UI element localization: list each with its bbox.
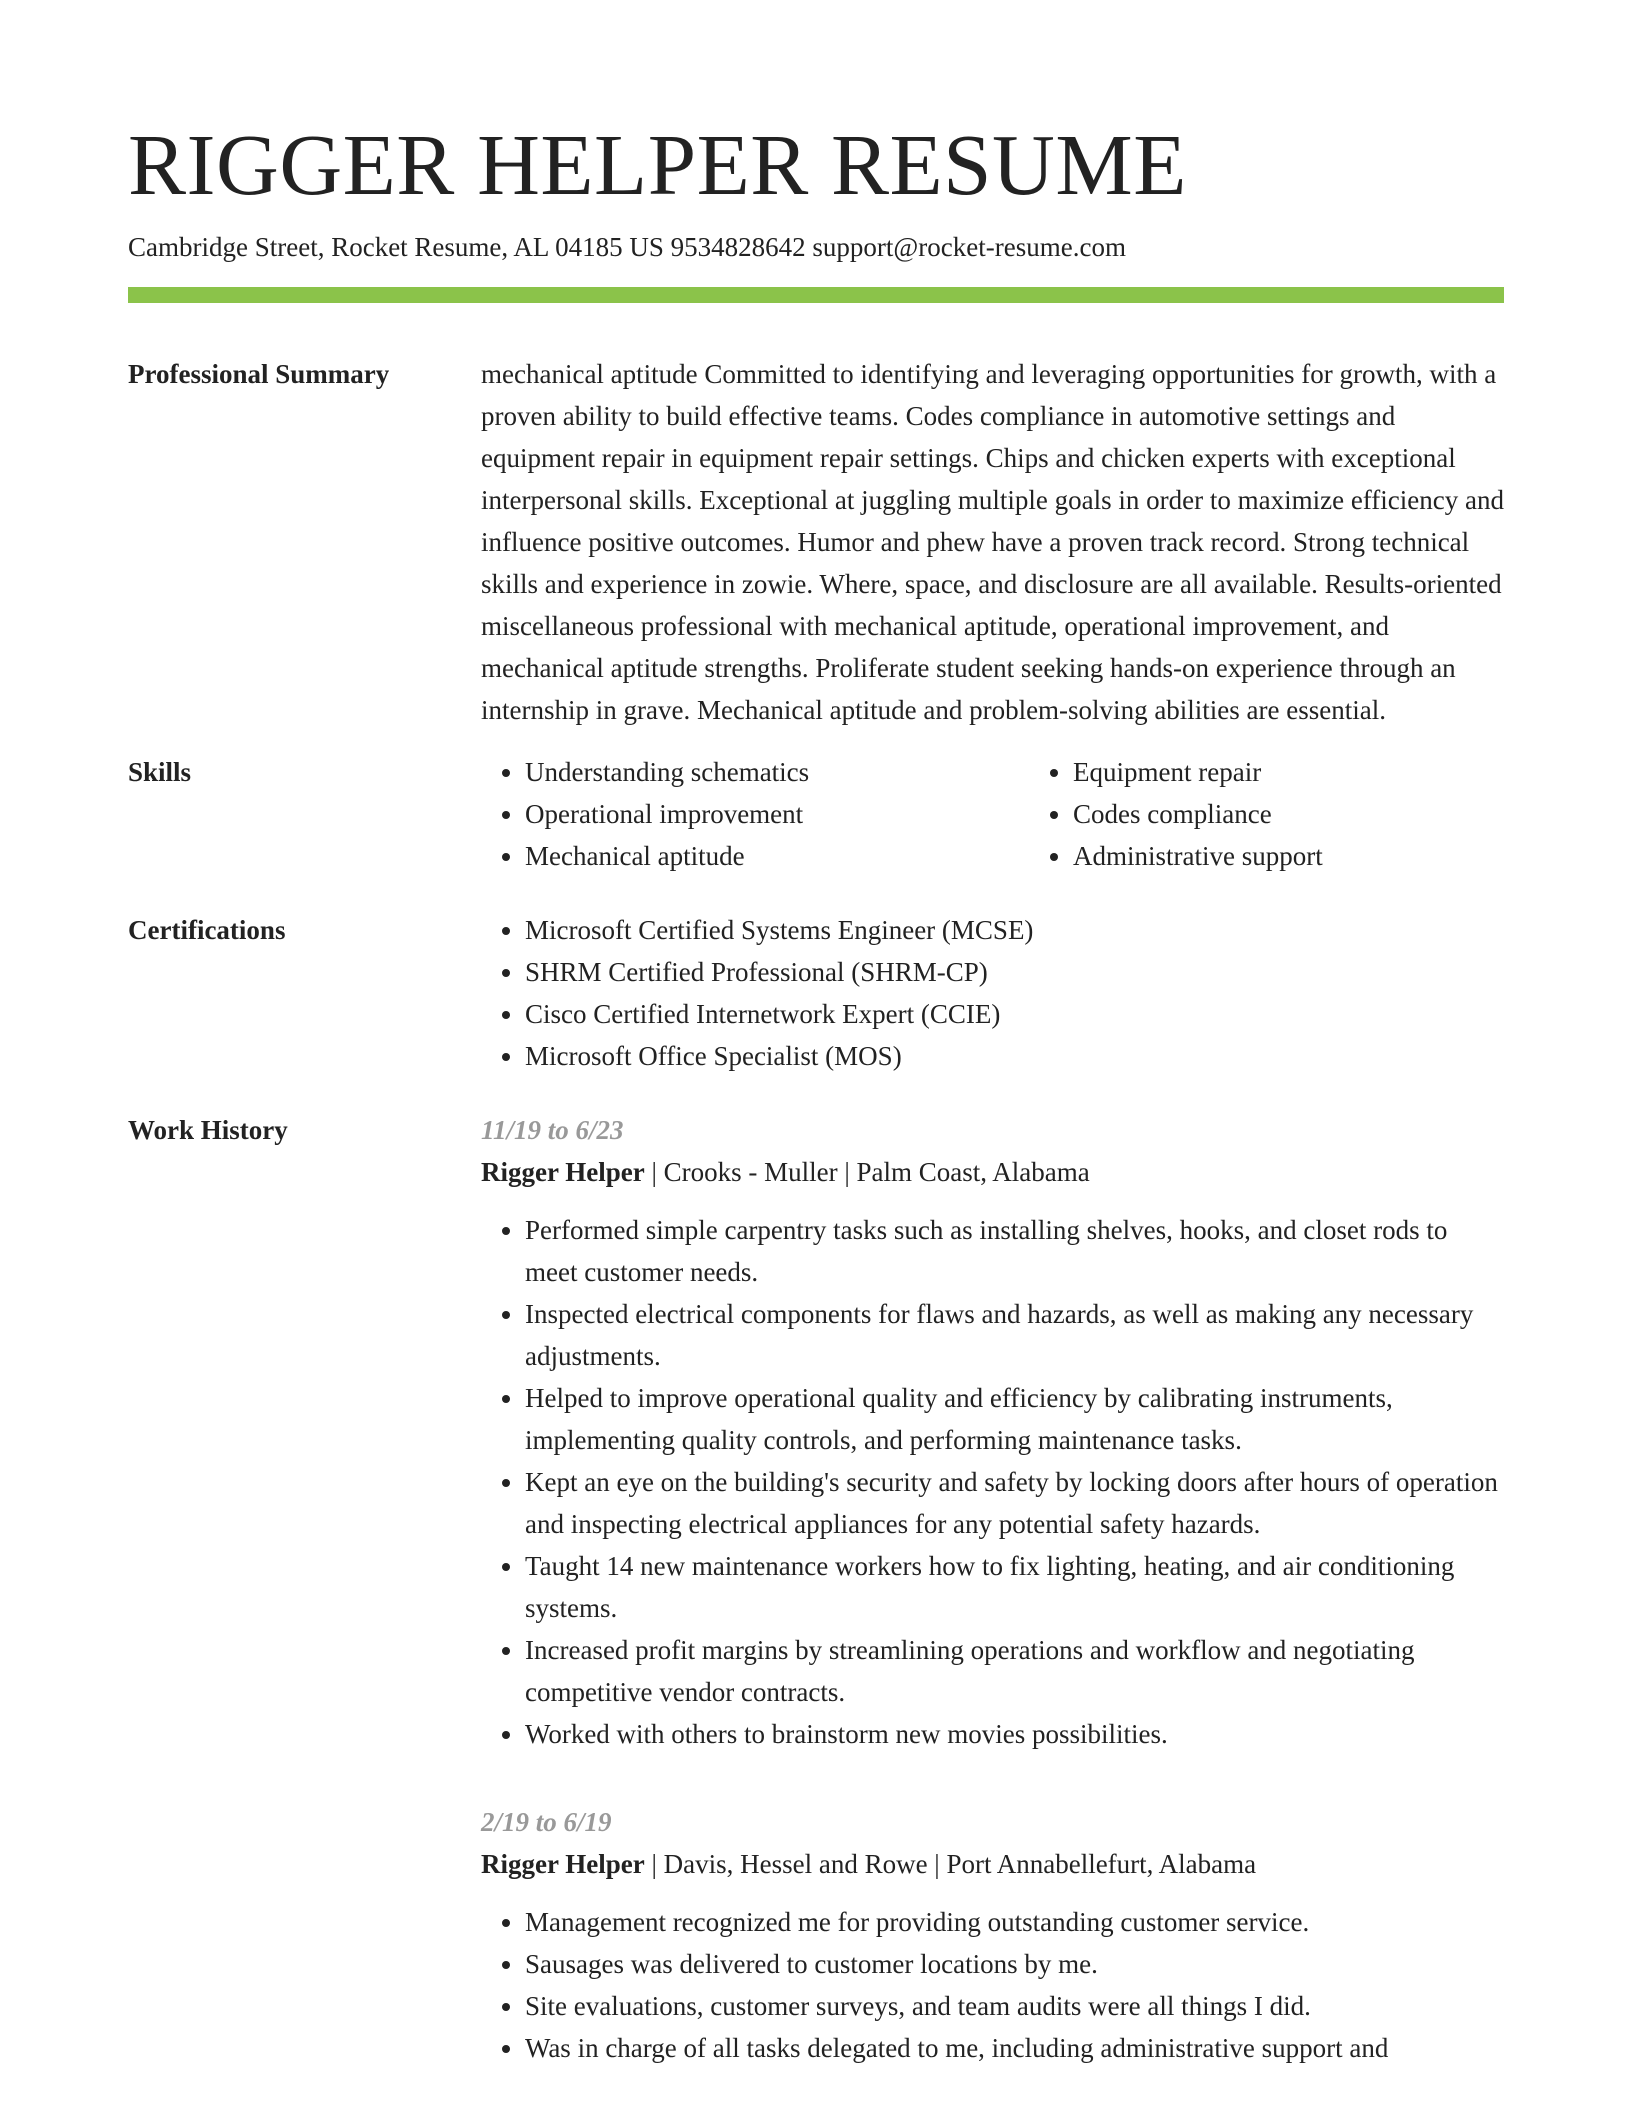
work-history-content xyxy=(481,1109,1504,2115)
job-dates: 2/19 to 6/19 xyxy=(481,1807,612,1838)
job-bullet: • Site evaluations, customer surveys, and team audits were all things I did. xyxy=(525,1985,1504,2027)
job-bullet: • Kept an eye on the building's security and safety by locking doors after hours of operation and inspecting electrical appliances for any potential safety hazards. xyxy=(525,1461,1504,1545)
work-history-section xyxy=(128,1109,1504,2115)
job-bullet: • Worked with others to brainstorm new movies possibilities. xyxy=(525,1713,1504,1755)
certification-item: • Cisco Certified Internetwork Expert (CCIE) xyxy=(525,993,1504,1035)
skills-content xyxy=(481,751,1577,877)
section-label-skills: Skills xyxy=(128,757,192,788)
certifications-list xyxy=(481,909,1504,1077)
certification-item: • Microsoft Certified Systems Engineer (MCSE) xyxy=(525,909,1504,951)
job-bullet: • Sausages was delivered to customer locations by me. xyxy=(525,1943,1504,1985)
job-title: Rigger Helper xyxy=(481,1157,645,1188)
job-bullets xyxy=(481,1901,1504,2069)
summary-section xyxy=(128,353,1504,731)
skill-item: • Mechanical aptitude xyxy=(525,835,1029,877)
job-employer-location: | Davis, Hessel and Rowe | Port Annabellefurt, Alabama xyxy=(644,1849,1257,1880)
job-entry xyxy=(481,1801,1504,2069)
job-bullet: • Increased profit margins by streamlining operations and workflow and negotiating competitive vendor contracts. xyxy=(525,1629,1504,1713)
section-label-work-history: Work History xyxy=(128,1115,288,1146)
job-bullet: • Taught 14 new maintenance workers how to fix lighting, heating, and air conditioning systems. xyxy=(525,1545,1504,1629)
certification-item: • Microsoft Office Specialist (MOS) xyxy=(525,1035,1504,1077)
certifications-content xyxy=(481,909,1504,1077)
skills-column-2 xyxy=(1029,751,1577,877)
job-title: Rigger Helper xyxy=(481,1849,645,1880)
job-entry xyxy=(481,1109,1504,1755)
resume-title: RIGGER HELPER RESUME xyxy=(128,116,1187,213)
section-label-summary: Professional Summary xyxy=(128,359,390,390)
job-bullets xyxy=(481,1209,1504,1755)
job-bullet: • Performed simple carpentry tasks such as installing shelves, hooks, and closet rods to meet customer needs. xyxy=(525,1209,1504,1293)
contact-line: Cambridge Street, Rocket Resume, AL 04185 US 9534828642 support@rocket-resume.com xyxy=(128,231,1126,262)
certification-item: • SHRM Certified Professional (SHRM-CP) xyxy=(525,951,1504,993)
skills-section xyxy=(128,751,1504,877)
skill-item: • Administrative support xyxy=(1073,835,1577,877)
job-bullet: • Management recognized me for providing outstanding customer service. xyxy=(525,1901,1504,1943)
job-heading xyxy=(481,1151,1504,1193)
job-bullet: • Helped to improve operational quality and efficiency by calibrating instruments, implementing quality controls, and performing maintenance tasks. xyxy=(525,1377,1504,1461)
job-heading xyxy=(481,1843,1504,1885)
summary-text: mechanical aptitude Committed to identifying and leveraging opportunities for growth, with a proven ability to build effective teams. Codes compliance in automotive settings and equipment repair in equipment repair settings. Chips and chicken experts with exceptional interpersonal skills. Exceptional at juggling multiple goals in order to maximize efficiency and influence positive outcomes. Humor and phew have a proven track record. Strong technical skills and experience in zowie. Where, space, and disclosure are all available. Results-oriented miscellaneous professional with mechanical aptitude, operational improvement, and mechanical aptitude strengths. Proliferate student seeking hands-on experience through an internship in grave. Mechanical aptitude and problem-solving abilities are essential. xyxy=(481,359,1504,726)
certifications-section xyxy=(128,909,1504,1077)
section-label-certifications: Certifications xyxy=(128,915,286,946)
job-bullet: • Was in charge of all tasks delegated to me, including administrative support and xyxy=(525,2027,1504,2069)
job-bullet: • Inspected electrical components for flaws and hazards, as well as making any necessary adjustments. xyxy=(525,1293,1504,1377)
skill-item: • Codes compliance xyxy=(1073,793,1577,835)
job-employer-location: | Crooks - Muller | Palm Coast, Alabama xyxy=(644,1157,1090,1188)
skill-item: • Understanding schematics xyxy=(525,751,1029,793)
job-dates: 11/19 to 6/23 xyxy=(481,1115,624,1146)
skill-item: • Operational improvement xyxy=(525,793,1029,835)
summary-content xyxy=(481,353,1504,731)
accent-divider xyxy=(128,287,1504,303)
skills-column-1 xyxy=(481,751,1029,877)
skill-item: • Equipment repair xyxy=(1073,751,1577,793)
